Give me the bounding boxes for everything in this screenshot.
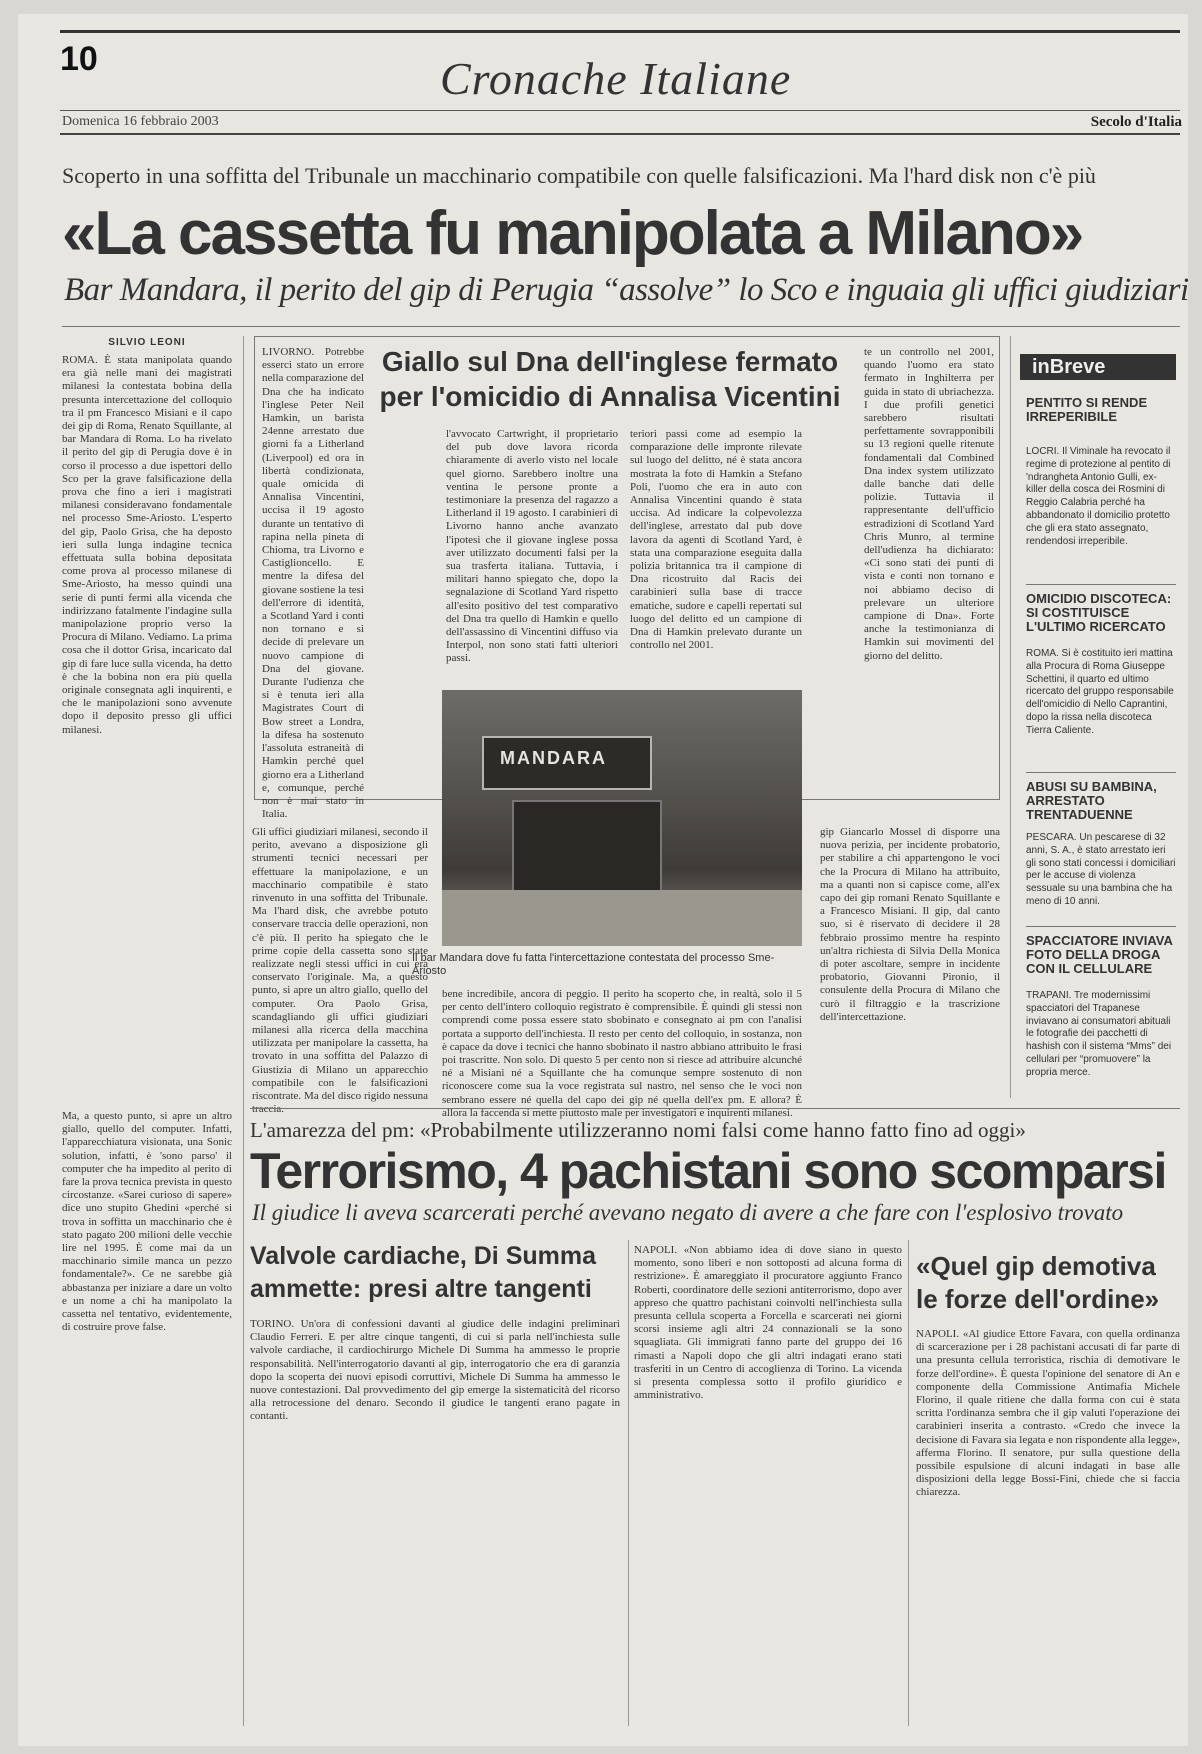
photo-window [512,800,662,900]
brief-body-3: PESCARA. Un pescarese di 32 anni, S. A., è stato arrestato ieri gli sono stati concessi i domiciliari per le accuse di violenza sessuale su una bambina che ha meno di 10 anni. [1026,832,1176,907]
bar-mandara-photo [442,690,802,946]
dna-column-1: LIVORNO. Potrebbe esserci stato un errore nella comparazione del Dna che ha indicato l'inglese Peter Neil Hamkin, un barista 24enne arrestato due giorni fa a Litherland (Liverpool) ed ora in libertà condizionata, quale omicida di Annalisa Vincentini, uccisa il 19 agosto durante un tentativo di rapina nella pineta di Chioma, tra Livorno e Castiglioncello. E mentre la difesa del giovane sostiene la tesi dell'errore di identità, a Scotland Yard i conti non tornano e si decide di prelevare un nuovo campione di Dna del giovane. Durante l'udienza che si è tenuta ieri alla Magistrates Court di Bow street a Londra, la difesa ha sostenuto l'assoluta estraneità di Hamkin perché quel giorno era a Litherland e, comunque, perché non è mai stato in Italia. [262,346,365,821]
dna-column-2: l'avvocato Cartwright, il proprietario del pub dove lavora ricorda chiaramente di averlo visto nel locale quel giorno. Sarebbero inoltre una ventina le persone pronte a testimoniare la presenza del ragazzo a Litherland il 19 agosto. I carabinieri di Livorno hanno anche avanzato l'ipotesi che il giovane inglese possa aver utilizzato documenti falsi per la sua trasferta italiana. Tuttavia, i militari hanno spiegato che, dopo la segnalazione di Scotland Yard rispetto all'esito positivo del test comparativo del Dna tra quello di Hamkin e quello dell'assassino di Vincentini diffuso via Interpol, non sono stati fatti ulteriori passi. [446,428,618,665]
dna-story-title: Giallo sul Dna dell'inglese fermato per l'omicidio di Annalisa Vicentini [379,346,841,412]
second-story-rule [250,1108,1180,1109]
photo-sign: MANDARA [500,748,607,768]
brief-title-1: PENTITO SI RENDE IRREPERIBILE [1026,395,1148,424]
right-rule [908,1240,909,1726]
lead-column-2: Gli uffici giudiziari milanesi, secondo il perito, avevano a disposizione gli strumenti tecnici necessari per effettuare la manipolazione, e un macchinario compatibile è stato rinvenuto in una soffitta del Tribunale. Ma l'hard disk, che avrebbe potuto conservare traccia delle operazioni, non c'è più. Il perito ha spiegato che le prime copie della cassetta sono state realizzate negli stessi uffici in cui era conservato l'originale. Ma, a questo punto, si apre un altro giallo, quello del computer. Ora Paolo Grisa, scandagliando gli uffici giudiziari milanesi alla ricerca della macchina utilizzata per manipolare la cassetta, ha trovato in una soffitta del Palazzo di Giustizia di Milano un apparecchio compatibile con le falsificazioni riscontrate. Ma del disco rigido nessuna traccia. [252,826,428,1116]
paper-name: Secolo d'Italia [1090,114,1182,130]
lead-headline: «La cassetta fu manipolata a Milano» [62,199,1083,268]
masthead-rule [60,110,1180,111]
brief-body-1: LOCRI. Il Viminale ha revocato il regime di protezione al pentito di 'ndrangheta Antonio Gulli, ex-killer della cosca dei Rosmini di Reggio Calabria perché ha abbandonato il domicilio protetto che gli era stato assegnato, rendendosi irreperibile. [1026,446,1171,547]
mid-rule [628,1240,629,1726]
brief-body-4: TRAPANI. Tre modernissimi spacciatori del Trapanese inviavano ai consumatori abituali le fotografie dei pacchetti di hashish con il sistema “Mms” dei cellulari per “promuovere” la propria merce. [1026,990,1172,1078]
brief-body-2: ROMA. Si è costituito ieri mattina alla Procura di Roma Giuseppe Schettini, il quarto ed ultimo ricercato del gruppo responsabile dell'omicidio di Nello Caprantini, dopo la rissa nella discoteca Tierra Caliente. [1026,648,1174,736]
brief-divider-2 [1026,772,1176,773]
lead-subhead: Bar Mandara, il perito del gip di Perugia “assolve” lo Sco e inguaia gli uffici giudiziari [64,272,1189,308]
photo-ground [442,890,802,946]
lead-separator [62,326,1180,327]
brief-title-2: OMICIDIO DISCOTECA: SI COSTITUISCE L'ULTIMO RICERCATO [1026,591,1172,634]
valvole-headline: Valvole cardiache, Di Summa ammette: presi altre tangenti [250,1242,596,1303]
page-number: 10 [60,40,98,78]
lead-column-1: ROMA. È stata manipolata quando era già nelle mani dei magistrati milanesi la contestata bobina della presunta intercettazione del colloquio tra il pm Francesco Misiani e il capo dei gip di Roma, Renato Squillante, al bar Mandara di Roma. Lo ha rivelato il perito del gip di Perugia dove è in corso il processo a due ispettori dello Sco per la grave falsificazione della prova che fino a ieri i magistrati milanesi consideravano fondamentale nel processo Sme-Ariosto. L'esperto del gip, Paolo Grisa, che ha deposto ieri sulla lunga indagine tecnica effettuata sulla bobina depositata come prova al processo milanese di Sme-Ariosto, ha messo quindi una serie di punti fermi alla vicenda che indirizzano fatalmente l'indagine sulla manipolazione proprio verso la Procura di Milano. Vediamo. La prima cosa che il dottor Grisa, incaricato dal gip di fare luce sulla vicenda, ha detto è che la bobina non era più quella originale consegnata agli inquirenti, e che le manipolazioni sono avvenute dopo il deposito presso gli uffici milanesi. [62,354,232,736]
brief-divider-1 [1026,584,1176,585]
dna-column-3: teriori passi come ad esempio la comparazione delle impronte rilevate sul luogo del delitto, né è stata ancora mostrata la foto di Hamkin a Stefano Poli, l'uomo che era in auto con Annalisa Vincentini quando è stata uccisa. Ad indicare la colpevolezza dell'inglese, arrestato dal pub dove lavora da agenti di Scotland Yard, è stata una comparazione eseguita dalla polizia britannica tra il campione di Dna ricostruito dal Racis dei carabinieri sulla base di tracce ematiche, sudore e capelli repertati sul luogo del delitto ed un campione di Dna di Hamkin prelevato durante un controllo nel 2001. [630,428,802,652]
second-kicker: L'amarezza del pm: «Probabilmente utilizzeranno nomi falsi come hanno fatto fino ad oggi» [250,1118,1026,1142]
second-subhead: Il giudice li aveva scarcerati perché avevano negato di avere a che fare con l'esplosivo trovato [252,1200,1124,1225]
briefs-badge: inBreve [1020,354,1176,380]
second-headline: Terrorismo, 4 pachistani sono scomparsi [250,1143,1166,1199]
dateline: Domenica 16 febbraio 2003 [62,114,219,129]
briefs-rule [1010,336,1011,1098]
top-rule [60,30,1180,33]
photo-caption: Il bar Mandara dove fu fatta l'intercettazione contestata del processo Sme-Ariosto [412,952,775,977]
lead-kicker: Scoperto in una soffitta del Tribunale un macchinario compatibile con quelle falsificazioni. Ma l'hard disk non c'è più [62,163,1096,188]
gip-column: NAPOLI. «Al giudice Ettore Favara, con quella ordinanza di scarcerazione per i 28 pachistani accusati di far parte di una presunta cellula terroristica, rischia di demotivare le forze dell'ordine». È questa l'opinione del senatore di An e componente della Commissione Antimafia Michele Florino, il quale ritiene che dalla forma con cui è stata scritta l'ordinanza sembra che il gip valuti l'operazione dei carabinieri inserita a contrasto. «Credo che invece la decisione di Favara sia legata e non rispondente alla legge», afferma Florino. Il senatore, pur sulla questione della possibile espulsione di alcuni indagati in base alle disposizioni della legge Bossi-Fini, chiede che si faccia chiarezza. [916,1328,1180,1499]
brief-title-4: SPACCIATORE INVIAVA FOTO DELLA DROGA CON IL CELLULARE [1026,933,1173,976]
lead-column-4: gip Giancarlo Mossel di disporre una nuova perizia, per incidente probatorio, per stabilire a chi appartengono le voci che la Procura di Milano ha attribuito, ma a quanti non si capisce come, all'ex capo dei gip romani Renato Squillante e a Francesco Misiani. Il gip, dal canto suo, si è riservato di decidere il 28 febbraio prossimo mentre ha respinto un'altra richiesta di Silvia Della Monica di poter ascoltare, sempre in incidente probatorio, Giovanni Pironio, il consulente della Procura di Milano che curò il filtraggio e la trascrizione dell'intercettazione. [820,826,1000,1023]
column-rule [243,336,244,1726]
dna-column-4: te un controllo nel 2001, quando l'uomo era stato fermato in Inghilterra per guida in stato di ubriachezza. I due profili genetici sarebbero risultati perfettamente sovrapponibili su 13 regioni quelle ritenute fondamentali dal Combined Dna index system utilizzato dalle banche dati delle polizie. Tuttavia il rappresentante dell'ufficio estradizioni di Scotland Yard Chris Munro, al termine dell'udienza ha dichiarato: «Ci sono stati dei punti di vista e conti non tornano e noi abbiamo deciso di prelevare un ulteriore campione di Dna». Forte anche la testimonianza di Hamkin sui movimenti del giorno del delitto. [864,346,994,662]
masthead-bottom-rule [60,133,1180,135]
gip-headline: «Quel gip demotiva le forze dell'ordine» [916,1251,1160,1314]
terrorismo-column: NAPOLI. «Non abbiamo idea di dove siano in questo momento, sono liberi e non sottoposti ad alcuna forma di restrizione». È amareggiato il procuratore aggiunto Franco Roberti, coordinatore delle sezioni antiterrorismo, dopo aver appreso che quattro pachistani coinvolti nell'inchiesta sulla presunta cellula scoperta a Forcella e scarcerati nei giorni scorsi insieme agli altri 24 connazionali se la sono squagliata. Gli immigrati fanno parte del gruppo dei 16 rimasti a Napoli dopo che gli altri indagati erano stati trasferiti in un Centro di accoglienza di Torino. La vicenda si presenta complessa sotto il profilo giuridico e amministrativo. [634,1244,902,1402]
section-masthead: Cronache Italiane [440,53,792,104]
brief-title-3: ABUSI SU BAMBINA, ARRESTATO TRENTADUENNE [1026,779,1157,822]
lead-column-3: bene incredibile, ancora di peggio. Il perito ha scoperto che, in realtà, solo il 5 per cento dell'intero colloquio registrato è comprensibile. È quindi gli stessi non comprendi come possa essere stato sbobinato e consegnato ai pm con l'analisi portata a supporto dell'inchiesta. Il resto per cento del colloquio, in sostanza, non è capace da dove i tecnici che hanno sbobinato il nastro abbiano attribuito le frasi poi trascritte. Non solo. Di questo 5 per cento non si riesce ad attribuire alcunché né a Misiani né a Squillante che ha comunque sempre sostenuto di non riconoscere come sua la voce registrata sul nastro, nel senso che le voci non sembrano essere né quella del capo dei gip né quella dell'ex pm. E allora? È allora la faccenda si mette piuttosto male per investigatori e inquirenti milanesi. [442,988,802,1119]
brief-divider-3 [1026,926,1176,927]
lead-column-continued: Ma, a questo punto, si apre un altro giallo, quello del computer. Infatti, l'apparecchiatura visionata, una Sonic solution, infatti, è 'sono parso' il computer che ha impedito al perito di fare la prova tecnica prevista in questo circostanze. «Sarei curioso di sapere» dice uno stupito Ghedini «perché si trova in soffitta un macchinario che è stato pagato 200 milioni delle vecchie lire nel 1995. È come mai da un macchinario simile manca un pezzo fondamentale?». Ce ne sarebbe già abbastanza per iniziare a dare un volto e un nome a chi ha manipolato la cassetta nel tentativo, evidentemente, di costruire prove false. [62,1110,232,1334]
byline: SILVIO LEONI [108,337,186,348]
valvole-column: TORINO. Un'ora di confessioni davanti al giudice delle indagini preliminari Claudio Ferreri. E per altre cinque tangenti, di cui si parla nell'inchiesta sulle valvole cardiache, il cardiochirurgo Michele Di Summa ha ammesso le proprie responsabilità. Nell'interrogatorio davanti al gip, interrogatorio che era di garanzia dopo la scoperta dei nuovi episodi corruttivi, Michele Di Summa ha ammesso le nuove contestazioni. Dal provvedimento del gip emerge la sistematicità del ricorso alla retrocessione del denaro. Secondo il giudice le tangenti erano pagate in contanti. [250,1318,620,1423]
